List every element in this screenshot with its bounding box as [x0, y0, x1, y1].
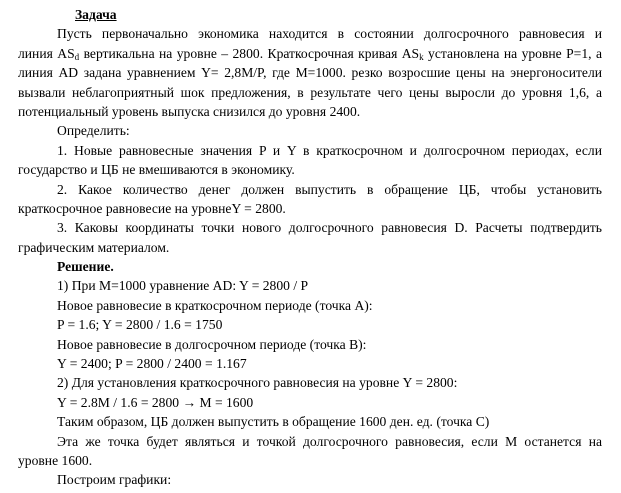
- solution-line-1: 1) При M=1000 уравнение AD: Y = 2800 / P: [57, 278, 309, 294]
- problem-line-1: Пусть первоначально экономика находится в состоянии долгосрочного равновесия и: [57, 26, 602, 42]
- question-1-line-1: 1. Новые равновесные значения P и Y в краткосрочном и долгосрочном периодах, если: [57, 142, 602, 158]
- question-1-line-2: государство и ЦБ не вмешиваются в экономику.: [18, 162, 295, 178]
- solution-line-11: Построим графики:: [57, 472, 172, 488]
- question-2-line-2: краткосрочное равновесие на уровнеY = 2800.: [18, 200, 286, 216]
- problem-line-3: линия AD задана уравнением Y= 2,8M/P, где M=1000. резко возросшие цены на энергоносители: [18, 65, 602, 81]
- solution-line-8: Таким образом, ЦБ должен выпустить в обращение 1600 ден. ед. (точка C): [57, 414, 490, 430]
- solution-line-10: уровне 1600.: [18, 452, 93, 468]
- solution-line-7: Y = 2.8M / 1.6 = 2800 → M = 1600: [57, 394, 254, 410]
- question-3-line-1: 3. Каковы координаты точки нового долгосрочного равновесия D. Расчеты подтвердить: [57, 220, 602, 236]
- doc-title: Задача: [75, 7, 117, 22]
- solution-line-2: Новое равновесие в краткосрочном периоде (точка A):: [57, 297, 373, 313]
- question-2-line-1: 2. Какое количество денег должен выпустить в обращение ЦБ, чтобы установить: [57, 181, 602, 197]
- solution-line-4: Новое равновесие в долгосрочном периоде (точка B):: [57, 336, 367, 352]
- determine-label: Определить:: [57, 123, 130, 139]
- problem-line-2: линия $AS_d$ вертикальна на уровне – 2800. Краткосрочная кривая $AS_k$ установлена на уровне P=1, а: [18, 45, 602, 62]
- solution-line-3: P = 1.6; Y = 2800 / 1.6 = 1750: [57, 317, 223, 333]
- solution-line-5: Y = 2400; P = 2800 / 2400 = 1.167: [57, 356, 247, 372]
- problem-line-5: потенциальный уровень выпуска снизился до уровня 2400.: [18, 103, 361, 119]
- question-3-line-2: графическим материалом.: [18, 239, 170, 255]
- solution-label: Решение.: [57, 259, 114, 275]
- solution-line-9: Эта же точка будет являться и точкой долгосрочного равновесия, если M останется на: [57, 433, 602, 449]
- problem-line-4: вызвали неблагоприятный шок предложения, в результате чего цены выросли до уровня 1,6, а: [18, 84, 602, 100]
- solution-line-6: 2) Для установления краткосрочного равновесия на уровне Y = 2800:: [57, 375, 458, 391]
